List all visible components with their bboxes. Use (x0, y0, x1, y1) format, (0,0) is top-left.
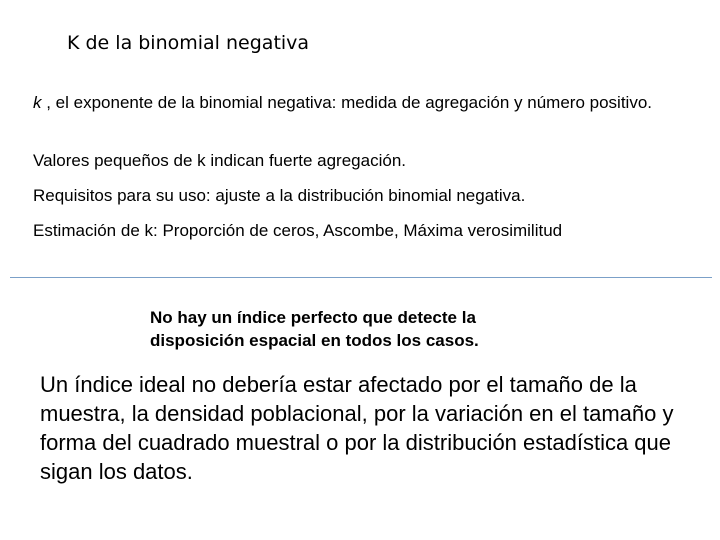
paragraph-k-definition (33, 91, 693, 115)
paragraph-small-values: Valores pequeños de k indican fuerte agregación. (33, 151, 406, 170)
paragraph-estimation: Estimación de k: Proporción de ceros, Ascombe, Máxima verosimilitud (33, 221, 563, 240)
divider-line (10, 277, 712, 278)
highlight-note: No hay un índice perfecto que detecte la disposición espacial en todos los casos. (150, 308, 479, 350)
paragraph-requirements: Requisitos para su uso: ajuste a la distribución binomial negativa. (33, 186, 526, 205)
slide-title: K de la binomial negativa (67, 32, 310, 54)
conclusion-text: Un índice ideal no debería estar afectado por el tamaño de la muestra, la densidad poblacional, por la variación en el tamaño y forma del cuadrado muestral o por la distribución estadística que sigan los datos. (40, 372, 674, 484)
k-symbol: k (33, 93, 42, 112)
k-definition-text: , el exponente de la binomial negativa: medida de agregación y número positivo. (41, 93, 652, 112)
